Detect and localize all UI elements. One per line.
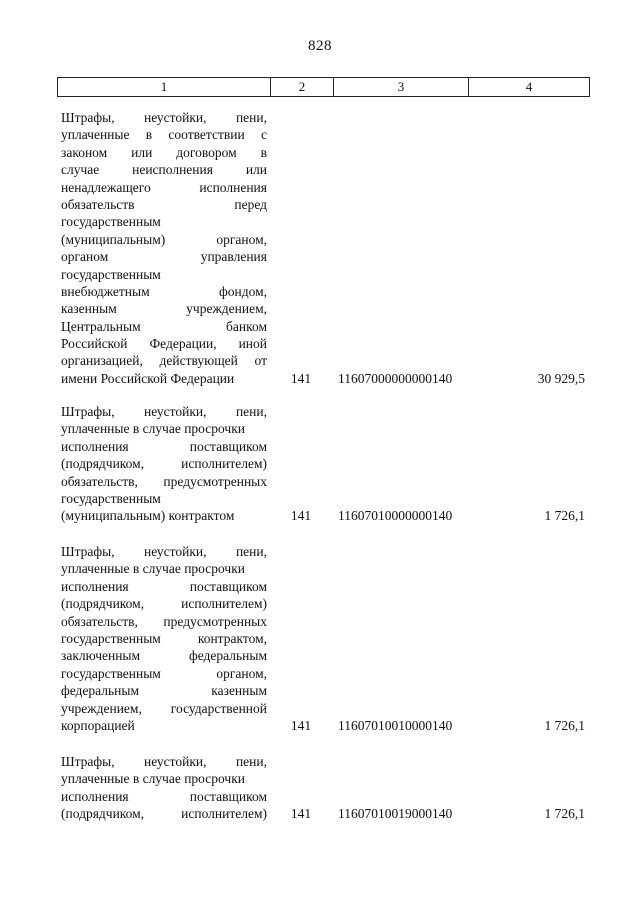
description-line: федеральным казенным bbox=[61, 683, 267, 699]
row-description bbox=[61, 109, 267, 387]
column-header-4: 4 bbox=[469, 78, 590, 97]
description-line: государственным bbox=[61, 266, 161, 282]
description-line: (муниципальным) контрактом bbox=[61, 508, 235, 524]
admin-code: 141 bbox=[290, 718, 312, 733]
description-line: внебюджетным фондом, bbox=[61, 283, 267, 299]
budget-code: 11607010019000140 bbox=[338, 806, 453, 821]
table-row bbox=[57, 109, 585, 389]
description-line: законом или договором в bbox=[61, 144, 267, 160]
table-row bbox=[57, 403, 585, 528]
description-line: (подрядчиком, исполнителем) bbox=[61, 596, 267, 612]
description-line: Центральным банком bbox=[61, 318, 267, 334]
column-header-1: 1 bbox=[58, 78, 271, 97]
description-line: казенным учреждением, bbox=[61, 301, 267, 317]
description-line: Штрафы, неустойки, пени, bbox=[61, 404, 267, 419]
description-line: уплаченные в соответствии с bbox=[61, 127, 267, 143]
description-line: организацией, действующей от bbox=[61, 353, 267, 369]
description-line: уплаченные в случае просрочки bbox=[61, 561, 245, 577]
amount: 1 726,1 bbox=[544, 508, 585, 523]
description-line: органом управления bbox=[61, 249, 267, 265]
row-description bbox=[61, 753, 267, 823]
description-line: Штрафы, неустойки, пени, bbox=[61, 544, 267, 559]
description-line: ненадлежащего исполнения bbox=[61, 179, 267, 195]
description-line: случае неисполнения или bbox=[61, 162, 267, 178]
amount: 1 726,1 bbox=[544, 718, 585, 733]
description-line: заключенным федеральным bbox=[61, 648, 267, 664]
admin-code: 141 bbox=[290, 806, 312, 821]
budget-code: 11607000000000140 bbox=[338, 371, 453, 386]
page-number: 828 bbox=[308, 38, 332, 54]
description-line: государственным bbox=[61, 490, 161, 506]
column-header-table bbox=[57, 77, 590, 97]
description-line: Российской Федерации, иной bbox=[61, 336, 267, 352]
description-line: учреждением, государственной bbox=[61, 700, 267, 716]
column-header-3: 3 bbox=[334, 78, 469, 97]
table-row bbox=[57, 543, 585, 738]
column-header-2: 2 bbox=[271, 78, 334, 97]
amount: 30 929,5 bbox=[537, 371, 585, 386]
description-line: уплаченные в случае просрочки bbox=[61, 771, 245, 787]
description-line: имени Российской Федерации bbox=[61, 370, 235, 386]
description-line: исполнения поставщиком bbox=[61, 438, 267, 454]
description-line: государственным органом, bbox=[61, 665, 267, 681]
description-line: обязательств, предусмотренных bbox=[61, 473, 267, 489]
row-description bbox=[61, 403, 267, 525]
description-line: (подрядчиком, исполнителем) bbox=[61, 456, 267, 472]
description-line: уплаченные в случае просрочки bbox=[61, 421, 245, 437]
budget-code: 11607010010000140 bbox=[338, 718, 453, 733]
description-line: исполнения поставщиком bbox=[61, 578, 267, 594]
description-line: Штрафы, неустойки, пени, bbox=[61, 110, 267, 125]
column-header-row bbox=[58, 78, 590, 97]
description-line: государственным bbox=[61, 214, 161, 230]
description-line: обязательств перед bbox=[61, 196, 267, 212]
row-description bbox=[61, 543, 267, 734]
amount: 1 726,1 bbox=[544, 806, 585, 821]
description-line: Штрафы, неустойки, пени, bbox=[61, 754, 267, 769]
description-line: государственным контрактом, bbox=[61, 630, 267, 646]
description-line: (подрядчиком, исполнителем) bbox=[61, 806, 267, 822]
description-line: исполнения поставщиком bbox=[61, 788, 267, 804]
description-line: (муниципальным) органом, bbox=[61, 231, 267, 247]
admin-code: 141 bbox=[290, 371, 312, 386]
budget-code: 11607010000000140 bbox=[338, 508, 453, 523]
admin-code: 141 bbox=[290, 508, 312, 523]
description-line: корпорацией bbox=[61, 717, 135, 733]
table-row bbox=[57, 753, 585, 828]
description-line: обязательств, предусмотренных bbox=[61, 613, 267, 629]
